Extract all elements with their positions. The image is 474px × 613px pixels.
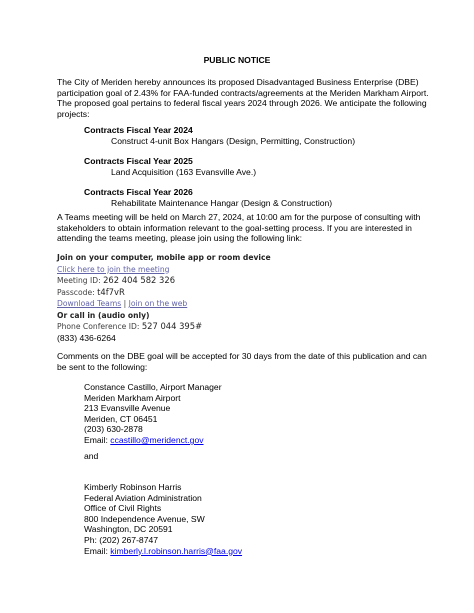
phone-conference-id: 527 044 395#: [141, 321, 203, 331]
call-heading: Or call in (audio only): [57, 310, 150, 320]
meeting-id-line: [57, 275, 387, 287]
project-2025: [84, 156, 424, 177]
email-link[interactable]: ccastillo@meridenct.gov: [110, 434, 204, 445]
contact-org: Federal Aviation Administration: [84, 492, 202, 503]
contact-street: 213 Evansville Avenue: [84, 403, 171, 414]
comments-paragraph: Comments on the DBE goal will be accepted for 30 days from the date of this publication and can be sent to the following:: [57, 351, 427, 372]
contact-city: Washington, DC 20591: [84, 524, 173, 535]
meeting-id-label: Meeting ID:: [57, 276, 104, 285]
contact-email-line: [84, 435, 384, 446]
links-line: [57, 298, 387, 310]
contact-phone: (203) 630-2878: [84, 424, 143, 435]
project-heading: Contracts Fiscal Year 2024: [84, 125, 193, 135]
download-teams-link[interactable]: Download Teams: [57, 299, 122, 308]
projects-list: [84, 125, 424, 219]
contact-email-line: [84, 546, 384, 557]
phone-conference-label: Phone Conference ID:: [57, 322, 142, 331]
contact-street: 800 Independence Avenue, SW: [84, 513, 205, 524]
contact-name: Kimberly Robinson Harris: [84, 482, 182, 492]
project-2024: [84, 125, 424, 146]
passcode-value: t4f7vR: [97, 286, 125, 297]
contact-city: Meriden, CT 06451: [84, 413, 158, 424]
phone-conference-line: [57, 321, 387, 333]
contact-name: Constance Castillo, Airport Manager: [84, 382, 222, 392]
notice-title: PUBLIC NOTICE: [203, 55, 271, 65]
email-label: Email:: [84, 434, 111, 445]
contact-castillo: [84, 382, 384, 446]
meeting-id-value: 262 404 582 326: [103, 275, 176, 285]
contact-harris: [84, 482, 384, 556]
link-separator: |: [121, 299, 129, 308]
meeting-paragraph: A Teams meeting will be held on March 27, 2024, at 10:00 am for the purpose of consulting with stakeholders to obtain information relevant to the goal-setting process. If you are interested in attending the teams meeting, please join using the following link:: [57, 212, 421, 244]
and-text: and: [84, 451, 99, 461]
teams-meeting-block: [57, 252, 387, 344]
email-link[interactable]: kimberly.l.robinson.harris@faa.gov: [110, 545, 243, 556]
email-label: Email:: [84, 545, 111, 556]
intro-paragraph: The City of Meriden hereby announces its proposed Disadvantaged Business Enterprise (DBE) participation goal of 2.43% for FAA-funded contracts/agreements at the Meriden Markham Airport. The proposed goal pertains to federal fiscal years 2024 through 2026. We anticipate the following projects:: [57, 77, 429, 119]
phone-number: (833) 436-6264: [57, 332, 116, 343]
contact-org: Meriden Markham Airport: [84, 392, 181, 403]
join-web-link[interactable]: Join on the web: [128, 299, 188, 308]
join-meeting-link[interactable]: Click here to join the meeting: [57, 264, 170, 274]
project-description: Rehabilitate Maintenance Hangar (Design & Construction): [111, 197, 333, 208]
project-description: Construct 4-unit Box Hangars (Design, Permitting, Construction): [111, 135, 356, 146]
contact-office: Office of Civil Rights: [84, 503, 162, 514]
project-heading: Contracts Fiscal Year 2026: [84, 187, 193, 198]
contact-phone: Ph: (202) 267-8747: [84, 534, 159, 545]
passcode-line: [57, 287, 387, 299]
project-heading: Contracts Fiscal Year 2025: [84, 156, 193, 167]
project-2026: [84, 187, 424, 208]
project-description: Land Acquisition (163 Evansville Ave.): [111, 166, 257, 177]
passcode-label: Passcode:: [57, 287, 98, 297]
join-heading: Join on your computer, mobile app or room device: [57, 253, 271, 262]
